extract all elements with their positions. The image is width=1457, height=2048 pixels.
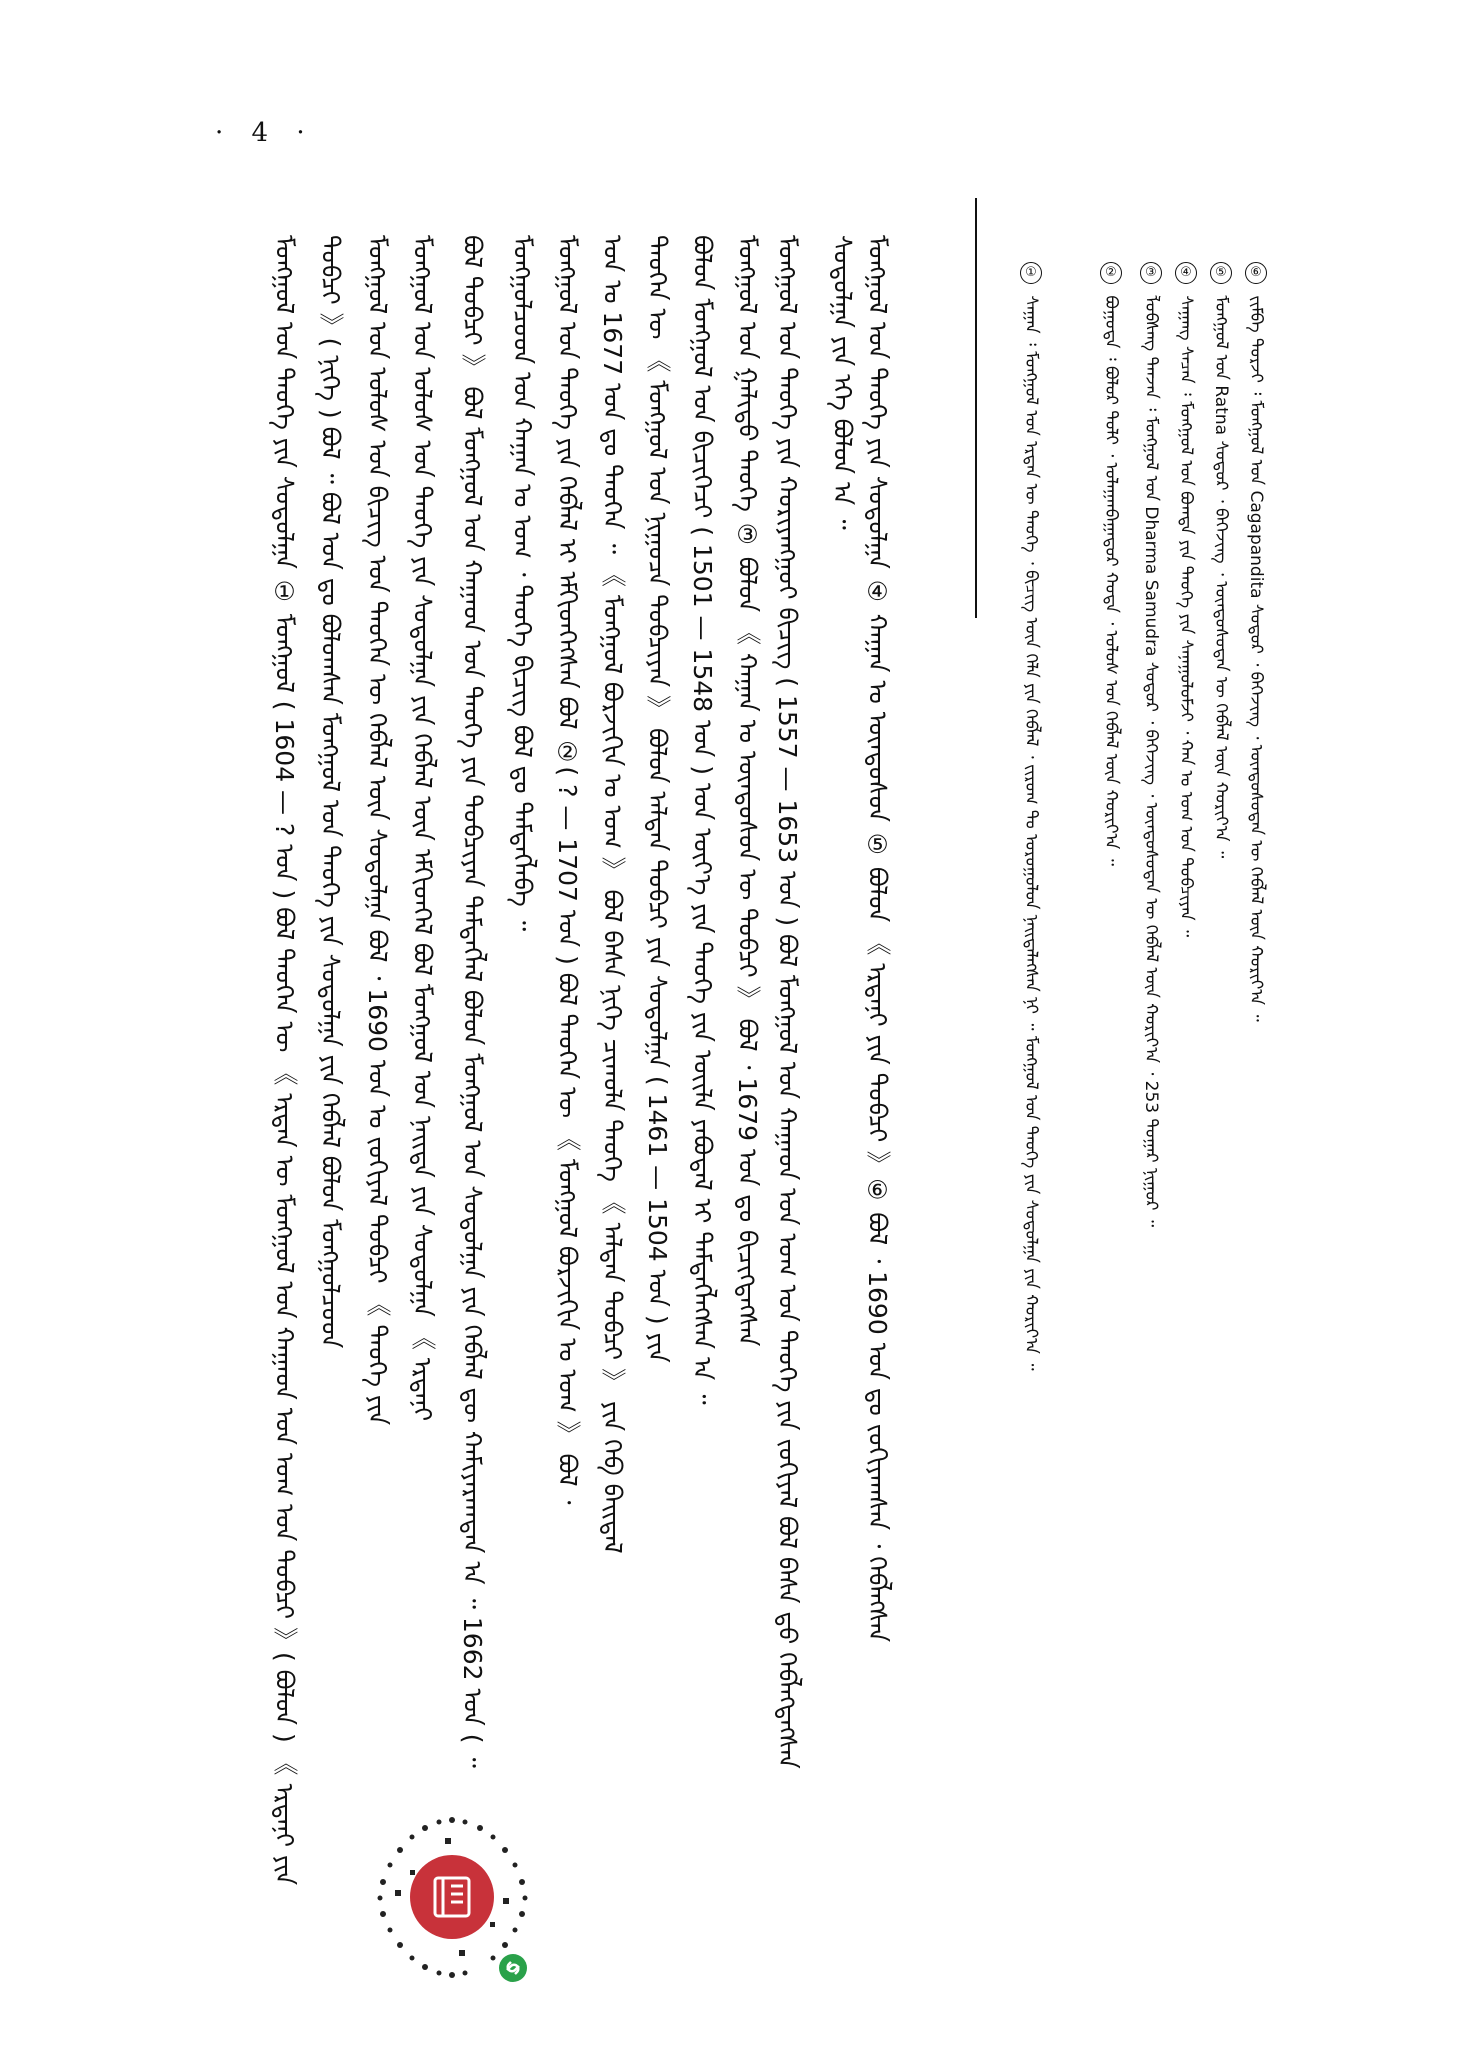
qr-center-logo-icon [410, 1855, 494, 1939]
footnote-text: ᠯᠤᠪᠰᠠᠩ ᠳᠠᠨᠵᠠᠨ ᠄ ᠮᠣᠩᠭᠣᠯ ᠤᠨ Dharma Samudra ᠰᠣᠳᠤᠷ ᠂ ᠪᠡᠭᠡᠵᠢᠩ ᠂ ᠦᠨᠳᠦᠰᠦᠲᠡᠨ ᠦ ᠬᠡᠪᠯᠡᠯ ᠦᠨ ᠬᠣᠷᠢᠶ᠎ᠠ ᠂ 253 ᠳᠤᠭᠠᠷ ᠨᠢᠭᠤᠷ ᠃ [1141, 295, 1161, 1228]
footnote-text: ᠮᠣᠩᠭᠣᠯ ᠤᠨ Ratna ᠰᠣᠳᠤᠷ ᠂ ᠪᠡᠭᠡᠵᠢᠩ ᠂ ᠦᠨᠳᠦᠰᠦᠲᠡᠨ ᠦ ᠬᠡᠪᠯᠡᠯ ᠦᠨ ᠬᠣᠷᠢᠶ᠎ᠠ ᠃ [1211, 295, 1231, 859]
body-column: ᠮᠣᠩᠭᠣᠯ ᠤᠨ ᠭᠠᠯᠢᠳᠤ ᠲᠡᠦᠬᠡ ③ ᠪᠣᠯᠤᠨ 《 ᠬᠠᠭᠠᠨ ᠤ ᠦᠨᠳᠦᠰᠦᠨ ᠦ ᠲᠣᠪᠴᠢ 》 ᠪᠣᠯ ᠂ 1679 ᠣᠨ ᠳᠤ ᠪᠢᠴᠢᠭᠳᠡᠭᠰᠡᠨ [733, 235, 762, 1347]
footnote-4 [1175, 262, 1197, 1702]
footnote-marker: ⑥ [1245, 262, 1267, 284]
body-column: ᠰᠤᠳᠤᠯᠭᠠ ᠶᠢᠨ ᠡᠬᠡ ᠪᠣᠯᠤᠨ ᠠ ᠃ [828, 235, 857, 530]
footnote-6 [1245, 262, 1267, 1702]
body-column: ᠮᠣᠩᠭᠣᠯ ᠤᠨ ᠤᠯᠤᠰ ᠤᠨ ᠪᠢᠴᠢᠭ ᠤᠨ ᠲᠡᠦᠬᠡᠨ ᠦ ᠬᠡᠪᠯᠡᠯ ᠦᠨ ᠰᠤᠳᠤᠯᠭᠠ ᠪᠣᠯ ᠂ 1690 ᠣᠨ ᠤ ᠵᠣᠬᠢᠶᠠᠯ ᠲᠣᠪᠴᠢ 《 ᠲᠡᠦᠬᠡ ᠶᠢᠨ [363, 235, 392, 1426]
footnote-1 [1020, 262, 1042, 1702]
body-column: ᠲᠡᠦᠬᠡᠨ ᠦ 《 ᠮᠣᠩᠭᠣᠯ ᠤᠨ ᠨᠢᠭᠤᠴᠠ ᠲᠣᠪᠴᠢᠶᠠᠨ 》 ᠪᠣᠯᠤᠨ ᠠᠯᠲᠠᠨ ᠲᠣᠪᠴᠢ ᠶᠢᠨ ᠰᠤᠳᠤᠯᠭᠠ ( 1461 — 1504 ᠣᠨ ) ᠶᠢᠨ [643, 235, 672, 1363]
body-column: ᠣᠨ ᠤ 1677 ᠣᠨ ᠳᠤ ᠲᠡᠦᠬᠡᠨ ᠃ 《 ᠮᠣᠩᠭᠣᠯ ᠪᠣᠷᠵᠢᠭᠢᠨ ᠤ ᠤᠭ 》 ᠪᠣᠯ ᠪᠠᠰᠠ ᠨᠢᠭᠡ ᠴᠢᠬᠤᠯᠠ ᠲᠡᠦᠬᠡ 《 ᠠᠯᠲᠠᠨ ᠲᠣᠪᠴᠢ 》 ᠶᠢᠨ ᠬᠡᠪ ᠪᠠᠢᠳᠠᠯ [598, 235, 627, 1554]
body-column: ᠮᠣᠩᠭᠣᠯ ᠤᠨ ᠲᠡᠦᠬᠡ ᠶᠢᠨ ᠬᠡᠪᠯᠡᠯ ᠢ ᠡᠮᠬᠢᠳᠬᠡᠭᠰᠡᠨ ᠪᠣᠯ ②( ? — 1707 ᠣᠨ ) ᠪᠣᠯ ᠲᠡᠦᠬᠡᠨ ᠦ 《 ᠮᠣᠩᠭᠣᠯ ᠪᠣᠷᠵᠢᠭᠢᠨ ᠤ ᠤᠭ 》 ᠪᠣᠯ ᠂ [553, 235, 582, 1505]
footnote-marker: ② [1100, 262, 1122, 284]
footnote-5 [1210, 262, 1232, 1702]
footnote-marker: ③ [1140, 262, 1162, 284]
footnote-separator-rule [975, 198, 977, 618]
body-column: ᠪᠣᠯ ᠲᠣᠪᠴᠢ 》 ᠪᠣᠯ ᠮᠣᠩᠭᠣᠯ ᠤᠨ ᠬᠠᠭᠠᠳ ᠤᠨ ᠲᠡᠦᠬᠡ ᠶᠢᠨ ᠲᠣᠪᠴᠢᠶᠠᠨ ᠲᠡᠮᠳᠡᠭᠯᠡᠯ ᠪᠣᠯᠤᠨ ᠮᠣᠩᠭᠣᠯ ᠤᠨ ᠰᠤᠳᠤᠯᠭᠠ ᠶᠢᠨ ᠬᠡᠪᠯᠡᠯ ᠳᠦ ᠬᠠᠮᠢᠶᠠᠷᠠᠭᠳᠠᠨ ᠠ ᠃ 1662 ᠣᠨ ( ᠃ [458, 235, 487, 1768]
body-column: ᠲᠣᠪᠴᠢ 》( ᠨᠢᠭᠡ ) ᠪᠣᠯ ᠃ ᠪᠣᠯ ᠣᠨ ᠳᠤ ᠪᠣᠯᠤᠭᠰᠠᠨ ᠮᠣᠩᠭᠣᠯ ᠤᠨ ᠲᠡᠦᠬᠡ ᠶᠢᠨ ᠰᠤᠳᠤᠯᠭᠠ ᠶᠢᠨ ᠬᠡᠪᠯᠡᠯ ᠪᠣᠯᠤᠨ ᠮᠣᠩᠭᠣᠯᠴᠤᠳ [316, 235, 345, 1349]
footnote-2 [1100, 262, 1122, 1702]
footnote-3 [1140, 262, 1162, 1702]
qr-code-badge[interactable] [365, 1810, 540, 1985]
footnote-marker: ⑤ [1210, 262, 1232, 284]
link-icon [499, 1954, 527, 1982]
body-column: ᠮᠣᠩᠭᠣᠯᠴᠤᠳ ᠤᠨ ᠬᠠᠭᠠᠨ ᠤ ᠤᠭ ᠂ ᠲᠡᠦᠬᠡ ᠪᠢᠴᠢᠭ ᠪᠣᠯ ᠳᠤ ᠲᠡᠮᠳᠡᠭᠯᠡᠪᠡ ᠃ [508, 235, 537, 932]
body-column: ᠮᠣᠩᠭᠣᠯ ᠤᠨ ᠤᠯᠤᠰ ᠤᠨ ᠲᠡᠦᠬᠡ ᠶᠢᠨ ᠰᠤᠳᠤᠯᠭᠠ ᠶᠢᠨ ᠬᠡᠪᠯᠡᠯ ᠦᠨ ᠡᠮᠬᠢᠳᠬᠡᠯ ᠪᠣᠯ ᠮᠣᠩᠭᠣᠯ ᠤᠨ ᠨᠡᠢᠲᠡ ᠶᠢᠨ ᠰᠤᠳᠤᠯᠭᠠ 《 ᠡᠷᠳᠡᠨᠢ [408, 235, 437, 1422]
body-column: ᠪᠣᠯᠤᠨ ᠮᠣᠩᠭᠣᠯ ᠤᠨ ᠪᠢᠴᠢᠭᠡᠴᠢ ( 1501 — 1548 ᠣᠨ ) ᠤᠨ ᠦᠶ᠎ᠡ ᠶᠢᠨ ᠲᠡᠦᠬᠡ ᠶᠢᠨ ᠦᠢᠯᠡ ᠶᠠᠪᠤᠳᠠᠯ ᠢ ᠲᠡᠮᠳᠡᠭᠯᠡᠭᠰᠡᠨ ᠠ ᠃ [688, 235, 717, 1405]
footnote-text: ᠪᠣᠭᠤᠳᠠ ᠄ ᠪᠣᠯᠤᠷ ᠲᠣᠯᠢ ᠂ ᠤᠯᠠᠭᠠᠨᠪᠠᠭᠠᠲᠤᠷ ᠬᠣᠲᠠ ᠂ ᠤᠯᠤᠰ ᠤᠨ ᠬᠡᠪᠯᠡᠯ ᠦᠨ ᠬᠣᠷᠢᠶ᠎ᠠ ᠃ [1101, 295, 1121, 866]
body-column: ᠮᠣᠩᠭᠣᠯ ᠤᠨ ᠲᠡᠦᠬᠡ ᠶᠢᠨ ᠬᠣᠷᠢᠶᠠᠩᠭᠤᠢ ᠪᠢᠴᠢᠭ ( 1557 — 1653 ᠣᠨ ) ᠪᠣᠯ ᠮᠣᠩᠭᠣᠯ ᠤᠨ ᠬᠠᠭᠠᠳ ᠤᠨ ᠤᠭ ᠤᠨ ᠲᠡᠦᠬᠡ ᠶᠢᠨ ᠵᠣᠬᠢᠶᠠᠯ ᠪᠣᠯ ᠪᠠᠰᠠ ᠳ᠋ᠤ ᠬᠡᠪᠯᠡᠭᠳᠡᠭᠰᠡᠨ [773, 235, 802, 1769]
page-number: · 4 · [215, 118, 315, 148]
footnote-text: ᠵᠢᠮᠪᠠ ᠳᠣᠷᠵᠢ ᠄ ᠮᠣᠩᠭᠣᠯ ᠤᠨ Cagapandita ᠰᠣᠳᠤᠷ ᠂ ᠪᠡᠭᠡᠵᠢᠩ ᠂ ᠦᠨᠳᠦᠰᠦᠲᠡᠨ ᠦ ᠬᠡᠪᠯᠡᠯ ᠦᠨ ᠬᠣᠷᠢᠶ᠎ᠠ ᠃ [1246, 295, 1266, 1022]
footnote-text: ᠰᠠᠭᠠᠨ ᠄ ᠮᠣᠩᠭᠣᠯ ᠤᠨ ᠡᠷᠲᠡᠨ ᠦ ᠲᠡᠦᠬᠡ ᠂ ᠪᠢᠴᠢᠭ᠌ ᠦᠨ ᠬᠡᠯᠡ ᠶᠢᠨ ᠬᠡᠪᠯᠡᠯ ᠂ ᠵᠢᠷᠤᠭ ᠲᠤ ᠤᠷᠤᠭᠤᠯᠤᠨ ᠨᠡᠢᠲᠡᠯᠡᠭᠰᠡᠨ ᠨᠢ ᠃ ᠮᠣᠩᠭᠣᠯ ᠤᠨ ᠲᠡᠦᠬᠡ ᠶᠢᠨ ᠰᠤᠳᠤᠯᠭᠠ ᠶᠢᠨ ᠬᠣᠷᠢᠶ᠎ᠠ ᠃ [1021, 295, 1041, 1371]
footnote-marker: ① [1020, 262, 1042, 284]
footnote-text: ᠰᠠᠭᠠᠩ ᠰᠡᠴᠡᠨ ᠄ ᠮᠣᠩᠭᠣᠯ ᠤᠨ ᠪᠣᠭᠳᠠ ᠶᠢᠨ ᠲᠡᠦᠬᠡ ᠶᠢᠨ ᠰᠠᠨᠠᠭᠤᠯᠤᠮᠵᠢ ᠂ ᠬᠠᠨ ᠤ ᠤᠭ ᠤᠨ ᠲᠣᠪᠴᠢᠶᠠᠨ ᠃ [1176, 295, 1196, 938]
footnote-marker: ④ [1175, 262, 1197, 284]
body-column: ᠮᠣᠩᠭᠣᠯ ᠤᠨ ᠲᠡᠦᠬᠡ ᠶᠢᠨ ᠰᠤᠳᠤᠯᠭᠠ ① ᠮᠣᠩᠭᠣᠯ ( 1604 — ? ᠣᠨ ) ᠪᠣᠯ ᠲᠡᠦᠬᠡᠨ ᠦ 《 ᠡᠷᠲᠡᠨ ᠦ ᠮᠣᠩᠭᠣᠯ ᠤᠨ ᠬᠠᠭᠠᠳ ᠤᠨ ᠤᠭ ᠤᠨ ᠲᠣᠪᠴᠢ 》( ᠪᠣᠯᠤᠨ ) 《 ᠡᠷᠳᠡᠨᠢ ᠶᠢᠨ [270, 235, 299, 1886]
body-column: ᠮᠣᠩᠭᠣᠯ ᠤᠨ ᠲᠡᠦᠬᠡ ᠶᠢᠨ ᠰᠤᠳᠤᠯᠭᠠ ④ ᠬᠠᠭᠠᠨ ᠤ ᠦᠨᠳᠦᠰᠦᠨ ⑤ ᠪᠣᠯᠤᠨ 《 ᠡᠷᠳᠡᠨᠢ ᠶᠢᠨ ᠲᠣᠪᠴᠢ 》⑥ ᠪᠣᠯ ᠂ 1690 ᠣᠨ ᠳᠤ ᠵᠣᠬᠢᠶᠠᠭᠰᠠᠨ ᠂ ᠬᠡᠪᠯᠡᠭᠰᠡᠨ [863, 235, 892, 1643]
